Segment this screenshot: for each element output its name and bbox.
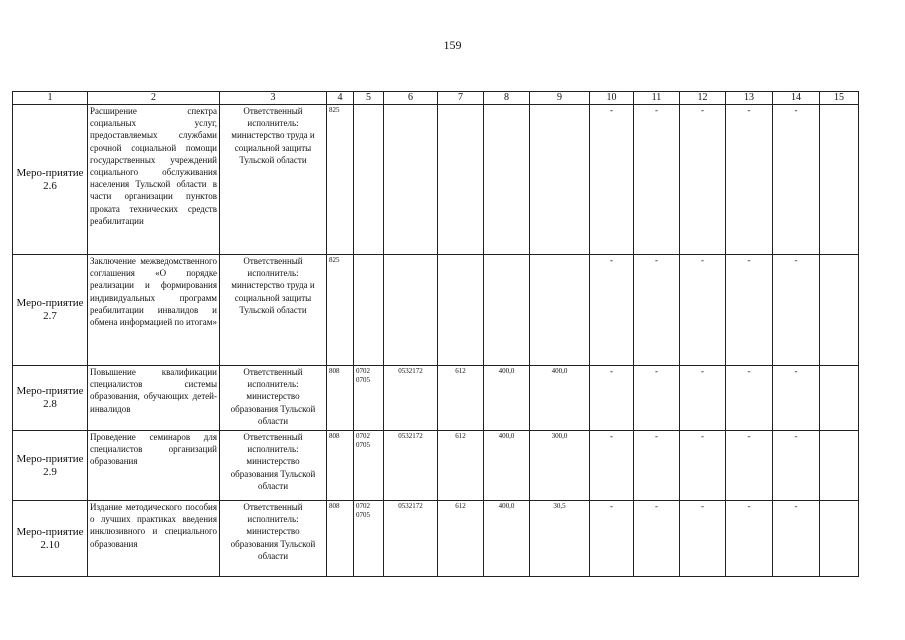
- table-row: [13, 366, 859, 431]
- cell-col-11: -: [634, 501, 680, 577]
- cell-col-14: -: [773, 366, 820, 431]
- cell-col-6: 0532172: [384, 366, 438, 431]
- cell-col-14: -: [773, 501, 820, 577]
- cell-col-9: 30,5: [530, 501, 590, 577]
- header-cell-14: 14: [773, 92, 820, 105]
- cell-col-5: 0702 0705: [354, 501, 384, 577]
- header-cell-3: 3: [220, 92, 327, 105]
- header-row: [13, 92, 859, 105]
- activity-executor: Ответственный исполнитель: министерство труда и социальной защиты Тульской области: [220, 105, 327, 255]
- cell-col-14: -: [773, 105, 820, 255]
- page-number: 159: [443, 38, 462, 52]
- cell-col-15: [820, 501, 859, 577]
- cell-col-13: -: [726, 501, 773, 577]
- cell-col-7: 612: [438, 366, 484, 431]
- cell-col-8: 400,0: [484, 431, 530, 501]
- cell-col-11: -: [634, 255, 680, 366]
- header-cell-8: 8: [484, 92, 530, 105]
- cell-col-9: 400,0: [530, 366, 590, 431]
- cell-col-5: [354, 255, 384, 366]
- header-cell-7: 7: [438, 92, 484, 105]
- table-row: [13, 431, 859, 501]
- cell-col-7: [438, 105, 484, 255]
- header-cell-4: 4: [327, 92, 354, 105]
- cell-col-8: [484, 255, 530, 366]
- cell-col-11: -: [634, 431, 680, 501]
- cell-col-13: -: [726, 431, 773, 501]
- cell-col-9: [530, 255, 590, 366]
- cell-col-4: 808: [327, 501, 354, 577]
- cell-col-4: 825: [327, 105, 354, 255]
- activity-description: Проведение семинаров для специалистов организаций образования: [88, 431, 220, 501]
- header-cell-9: 9: [530, 92, 590, 105]
- activity-name: Меро-приятие 2.8: [13, 366, 88, 431]
- header-cell-12: 12: [680, 92, 726, 105]
- activity-name: Меро-приятие 2.10: [13, 501, 88, 577]
- cell-col-11: -: [634, 366, 680, 431]
- cell-col-4: 808: [327, 431, 354, 501]
- cell-col-10: -: [590, 105, 634, 255]
- cell-col-8: 400,0: [484, 501, 530, 577]
- table-row: [13, 105, 859, 255]
- cell-col-5: 0702 0705: [354, 431, 384, 501]
- cell-col-6: 0532172: [384, 431, 438, 501]
- cell-col-4: 825: [327, 255, 354, 366]
- cell-col-6: [384, 105, 438, 255]
- cell-col-7: 612: [438, 431, 484, 501]
- cell-col-9: 300,0: [530, 431, 590, 501]
- cell-col-15: [820, 105, 859, 255]
- header-cell-10: 10: [590, 92, 634, 105]
- header-cell-11: 11: [634, 92, 680, 105]
- activity-name: Меро-приятие 2.7: [13, 255, 88, 366]
- cell-col-13: -: [726, 366, 773, 431]
- activities-table: [12, 91, 859, 577]
- cell-col-12: -: [680, 366, 726, 431]
- cell-col-14: -: [773, 255, 820, 366]
- cell-col-12: -: [680, 431, 726, 501]
- activity-description: Повышение квалификации специалистов системы образования, обучающих детей-инвалидов: [88, 366, 220, 431]
- cell-col-8: [484, 105, 530, 255]
- cell-col-6: 0532172: [384, 501, 438, 577]
- header-cell-6: 6: [384, 92, 438, 105]
- table-row: [13, 501, 859, 577]
- cell-col-12: -: [680, 501, 726, 577]
- activity-name: Меро-приятие 2.9: [13, 431, 88, 501]
- activity-executor: Ответственный исполнитель: министерство труда и социальной защиты Тульской области: [220, 255, 327, 366]
- cell-col-15: [820, 431, 859, 501]
- cell-col-6: [384, 255, 438, 366]
- table-row: [13, 255, 859, 366]
- cell-col-13: -: [726, 105, 773, 255]
- activity-executor: Ответственный исполнитель: министерство образования Тульской области: [220, 366, 327, 431]
- cell-col-15: [820, 366, 859, 431]
- cell-col-7: [438, 255, 484, 366]
- cell-col-10: -: [590, 501, 634, 577]
- cell-col-5: 0702 0705: [354, 366, 384, 431]
- activity-description: Издание методического пособия о лучших практиках введения инклюзивного и специального образования: [88, 501, 220, 577]
- cell-col-10: -: [590, 255, 634, 366]
- activity-executor: Ответственный исполнитель: министерство образования Тульской области: [220, 431, 327, 501]
- cell-col-9: [530, 105, 590, 255]
- cell-col-12: -: [680, 255, 726, 366]
- cell-col-5: [354, 105, 384, 255]
- header-cell-2: 2: [88, 92, 220, 105]
- cell-col-13: -: [726, 255, 773, 366]
- header-cell-5: 5: [354, 92, 384, 105]
- header-cell-13: 13: [726, 92, 773, 105]
- cell-col-11: -: [634, 105, 680, 255]
- cell-col-8: 400,0: [484, 366, 530, 431]
- cell-col-10: -: [590, 431, 634, 501]
- cell-col-4: 808: [327, 366, 354, 431]
- header-cell-1: 1: [13, 92, 88, 105]
- header-cell-15: 15: [820, 92, 859, 105]
- cell-col-7: 612: [438, 501, 484, 577]
- activity-executor: Ответственный исполнитель: министерство образования Тульской области: [220, 501, 327, 577]
- cell-col-14: -: [773, 431, 820, 501]
- cell-col-10: -: [590, 366, 634, 431]
- activity-description: Заключение межведомственного соглашения «О порядке реализации и формирования индивидуальных программ реабилитации инвалидов и обмена информацией по итогам»: [88, 255, 220, 366]
- cell-col-12: -: [680, 105, 726, 255]
- activity-description: Расширение спектра социальных услуг, предоставляемых службами срочной социальной помощи государственных учреждений социального обслуживания населения Тульской области в части организации пунктов проката технических средств реабилитации: [88, 105, 220, 255]
- activity-name: Меро-приятие 2.6: [13, 105, 88, 255]
- cell-col-15: [820, 255, 859, 366]
